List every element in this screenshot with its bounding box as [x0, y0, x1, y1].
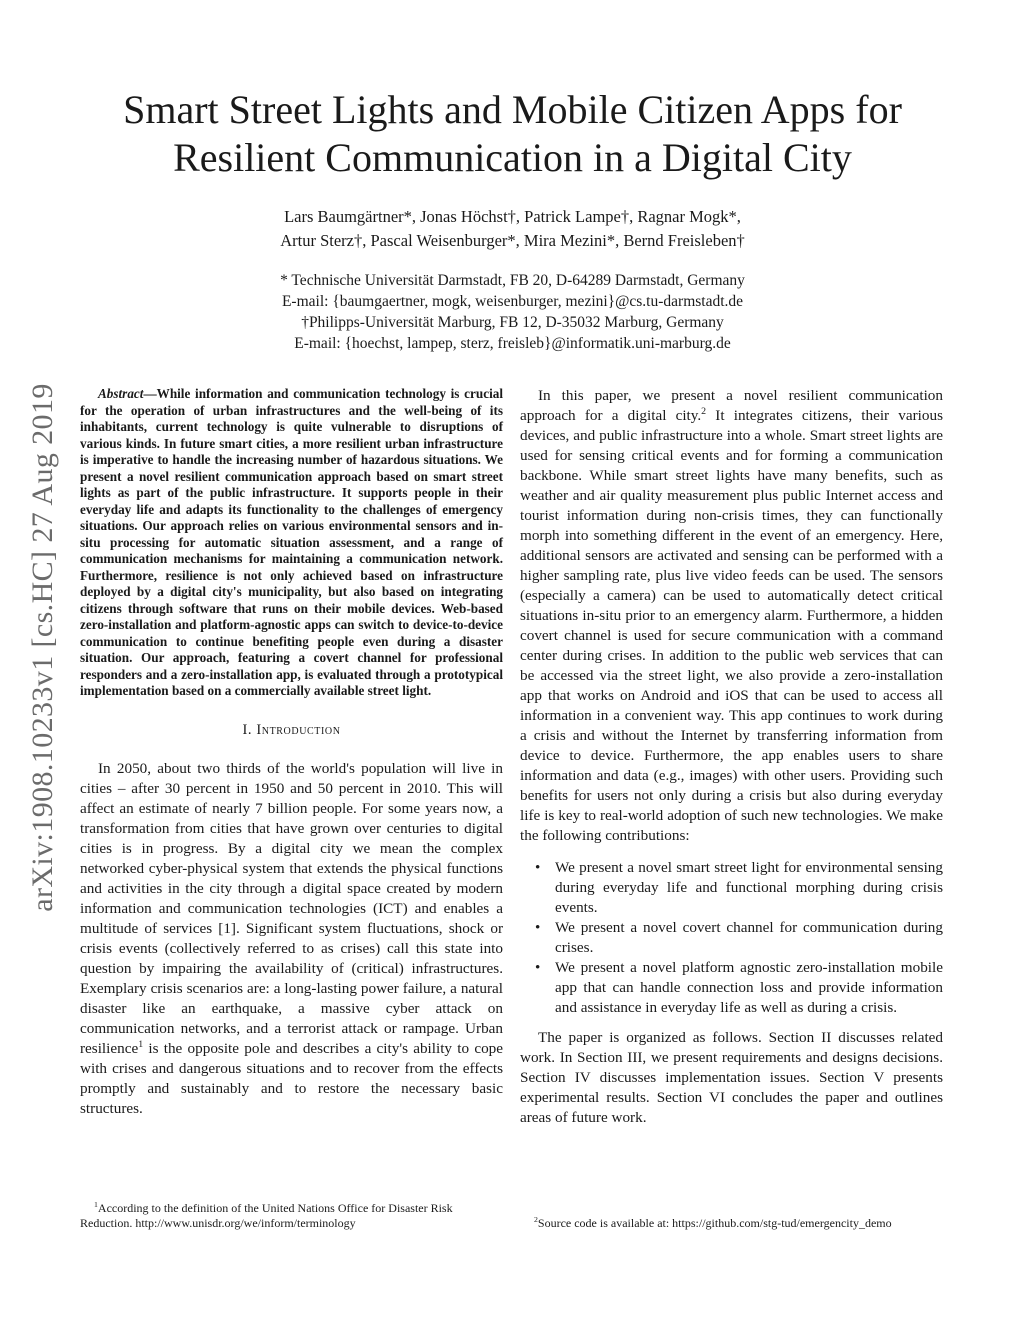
left-column [80, 386, 503, 1119]
footnote-ref-2: 2 [701, 405, 707, 417]
email-darmstadt: E-mail: {baumgaertner, mogk, weisenburger, mezini}@cs.tu-darmstadt.de [281, 293, 744, 310]
title-line-1: Smart Street Lights and Mobile Citizen Apps for [123, 87, 902, 132]
arxiv-stamp-text: arXiv:1908.10233v1 [cs.HC] 27 Aug 2019 [26, 383, 59, 912]
intro-p2-text-b: It integrates citizens, their various devices, and public infrastructure into a whole. Smart street lights are used for sensing critical events and for forming a communication backbone. While smart street lights have many benefits, such as weather and air quality measurement plus public Internet access and tourist information during non-crisis times, they can functionally morph into something different in the event of an emergency. Here, additional sensors are activated and sensing can be performed with a higher sampling rate, plus live video feeds can be used. The sensors (especially a camera) can be used to automatically detect critical situations in-situ prior to an emergency alarm. Furthermore, a hidden covert channel is used for secure communication with a command center during crises. In addition to the public web services that can be accessed via the street light, we also provide a zero-installation app that works on Android and iOS that can be used to access all information in a convenient way. This app continues to work during a crisis and without the Internet by transferring information from device to device. Furthermore, the app enables users to share information and data (e.g., images) with other users. Providing such benefits for users not only during a crisis but also during everyday life is key to real-world adoption of such new technologies. We make the following contributions: [520, 407, 943, 844]
contributions-list [520, 858, 943, 1018]
paper-title [80, 86, 945, 182]
authors-line-1: Lars Baumgärtner*, Jonas Höchst†, Patrick Lampe†, Ragnar Mogk*, [284, 207, 741, 226]
abstract [80, 386, 503, 700]
intro-p1-text-a: In 2050, about two thirds of the world's population will live in cities – after 30 percent in 1950 and 50 percent in 2010. This will affect an estimate of nearly 7 billion people. For some years now, a transformation from cities that have grown over centuries to digital cities is in progress. By a digital city we mean the complex networked cyber-physical system that extends the physical functions and activities in the city through a digital space created by modern information and communication technologies (ICT) and enables a multitude of services [1]. Significant system fluctuations, shock or crisis events (collectively referred to as crises) call this state into question by impairing the availability of (critical) infrastructures. Exemplary crisis scenarios are: a long-lasting power failure, a natural disaster like an earthquake, a massive cyber attack on communication networks, and a terrorist attack or rampage. Urban resilience [80, 759, 503, 1057]
authors-line-2: Artur Sterz†, Pascal Weisenburger*, Mira Mezini*, Bernd Freisleben† [280, 231, 745, 250]
email-marburg: E-mail: {hoechst, lampep, sterz, freisleb}@informatik.uni-marburg.de [294, 335, 731, 352]
footnote-2-mark: 2 [534, 1215, 538, 1224]
intro-p1-text-b: is the opposite pole and describes a city's ability to cope with crises and dangerous situations and to recover from the effects promptly and sustainably and to restore the necessary basic structures. [80, 1039, 503, 1117]
arxiv-side-stamp [22, 345, 64, 950]
affiliation-marburg: †Philipps-Universität Marburg, FB 12, D-35032 Marburg, Germany [301, 314, 724, 331]
intro-paragraph-2 [520, 386, 943, 846]
contribution-item: • We present a novel smart street light for environmental sensing during everyday life and functional morphing during crisis events. [520, 858, 943, 918]
title-line-2: Resilient Communication in a Digital City [173, 135, 852, 180]
affiliation-darmstadt: * Technische Universität Darmstadt, FB 20, D-64289 Darmstadt, Germany [280, 272, 745, 289]
footnote-1 [80, 1201, 503, 1231]
author-list [120, 205, 905, 253]
abstract-text: —While information and communication technology is crucial for the operation of urban infrastructures and the well-being of its inhabitants, current technology is quite vulnerable to disruptions of various kinds. In future smart cities, a more resilient urban infrastructure is imperative to handle the increasing number of hazardous situations. We present a novel resilient communication approach based on smart street lights as part of the public infrastructure. It supports people in their everyday life and adapts its functionality to the challenges of emergency situations. Our approach relies on various environmental sensors and in-situ processing for automatic situation assessment, and a range of communication mechanisms for maintaining a communication network. Furthermore, resilience is not only achieved based on infrastructure deployed by a digital city's municipality, but also based on integrating citizens through software that runs on their mobile devices. Web-based zero-installation and platform-agnostic apps can switch to device-to-device communication to continue benefiting people even during a disaster situation. Our approach, featuring a covert channel for professional responders and a zero-installation app, is evaluated through a prototypical implementation based on a commercially available street light. [80, 386, 503, 698]
footnote-1-mark: 1 [94, 1200, 98, 1209]
intro-paragraph-3: The paper is organized as follows. Section II discusses related work. In Section III, we present requirements and designs decisions. Section IV discusses implementation issues. Section V presents experimental results. Section VI concludes the paper and outlines areas of future work. [520, 1029, 943, 1126]
footnote-ref-1: 1 [138, 1038, 144, 1050]
abstract-label: Abstract [98, 386, 144, 401]
footnote-2 [520, 1216, 950, 1231]
footnote-2-text: Source code is available at: https://github.com/stg-tud/emergencity_demo [537, 1216, 892, 1230]
intro-p2-text-a: In this paper, we present a novel resilient communication approach for a digital city. [520, 387, 943, 424]
contribution-item: • We present a novel covert channel for communication during crises. [520, 918, 943, 958]
footnote-1-text: According to the definition of the United Nations Office for Disaster Risk Reduction. http://www.unisdr.org/we/inform/terminology [80, 1201, 453, 1230]
intro-paragraph-1 [80, 759, 503, 1119]
section-heading-introduction: I. Introduction [242, 721, 341, 738]
right-column [520, 386, 943, 1128]
affiliations [120, 270, 905, 354]
contribution-item: • We present a novel platform agnostic zero-installation mobile app that can handle connection loss and provide information and assistance in everyday life as well as during a crisis. [520, 958, 943, 1018]
